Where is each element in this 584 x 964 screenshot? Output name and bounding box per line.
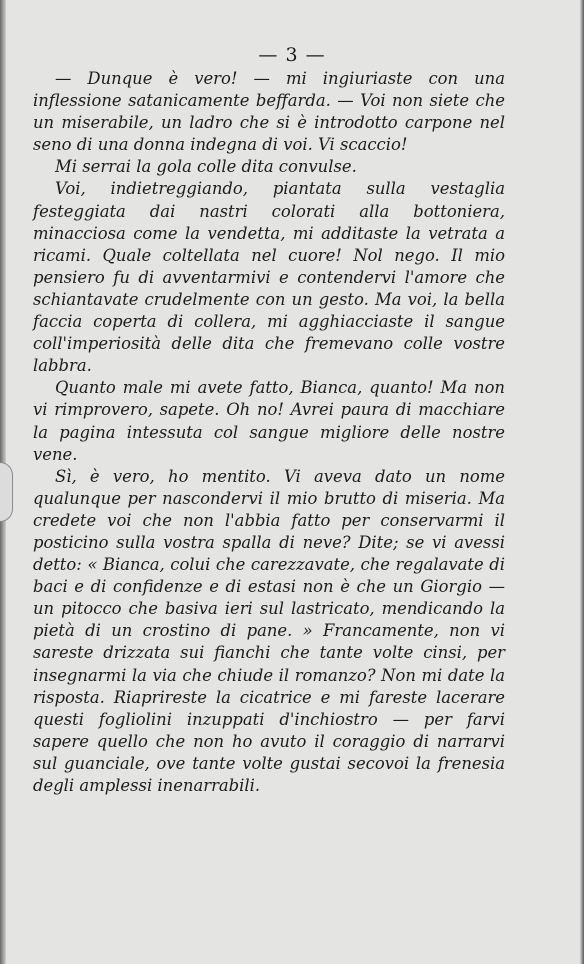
paragraph-1: — Dunque è vero! — mi ingiuriaste con una inflessione satanicamente beffarda. — Voi non siete che un miserabile, un ladro che si è introdotto carpone nel seno di una donna indegna di voi. Vi scaccio!: [33, 69, 505, 155]
paragraph-2: Mi serrai la gola colle dita convulse.: [55, 157, 357, 177]
body-text: [33, 68, 505, 797]
paragraph-3: Voi, indietreggiando, piantata sulla vestaglia festeggiata dai nastri colorati alla bottoniera, minacciosa come la vendetta, mi additaste la vetrata a ricami. Quale coltellata nel cuore! Nol nego. Il mio pensiero fu di avventarmivi e contendervi l'amore che schiantavate crudelmente con un gesto. Ma voi, la bella faccia coperta di collera, mi agghiacciaste il sangue coll'imperiosità delle dita che fremevano colle vostre labbra.: [33, 179, 505, 376]
binding-clip-mark: [0, 462, 13, 522]
paragraph-4: Quanto male mi avete fatto, Bianca, quanto! Ma non vi rimprovero, sapete. Oh no! Avrei paura di macchiare la pagina intessuta col sangue migliore delle nostre vene.: [33, 378, 505, 464]
page-number: — 3 —: [258, 44, 326, 66]
paragraph-5: Sì, è vero, ho mentito. Vi aveva dato un nome qualunque per nascondervi il mio brutto di miseria. Ma credete voi che non l'abbia fatto per conservarmi il posticino sulla vostra spalla di neve? Dite; se vi avessi detto: « Bianca, colui che carezzavate, che regalavate di baci e di confidenze e di estasi non è che un Giorgio — un pitocco che basiva ieri sul lastricato, mendicando la pietà di un crostino di pane. » Francamente, non vi sareste drizzata sui fianchi che tante volte cinsi, per insegnarmi la via che chiude il romanzo? Non mi date la risposta. Riaprireste la cicatrice e mi fareste lacerare questi fogliolini inzuppati d'inchiostro — per farvi sapere quello che non ho avuto il coraggio di narrarvi sul guanciale, ove tante volte gustai secovoi la frenesia degli amplessi inenarrabili.: [33, 466, 505, 795]
